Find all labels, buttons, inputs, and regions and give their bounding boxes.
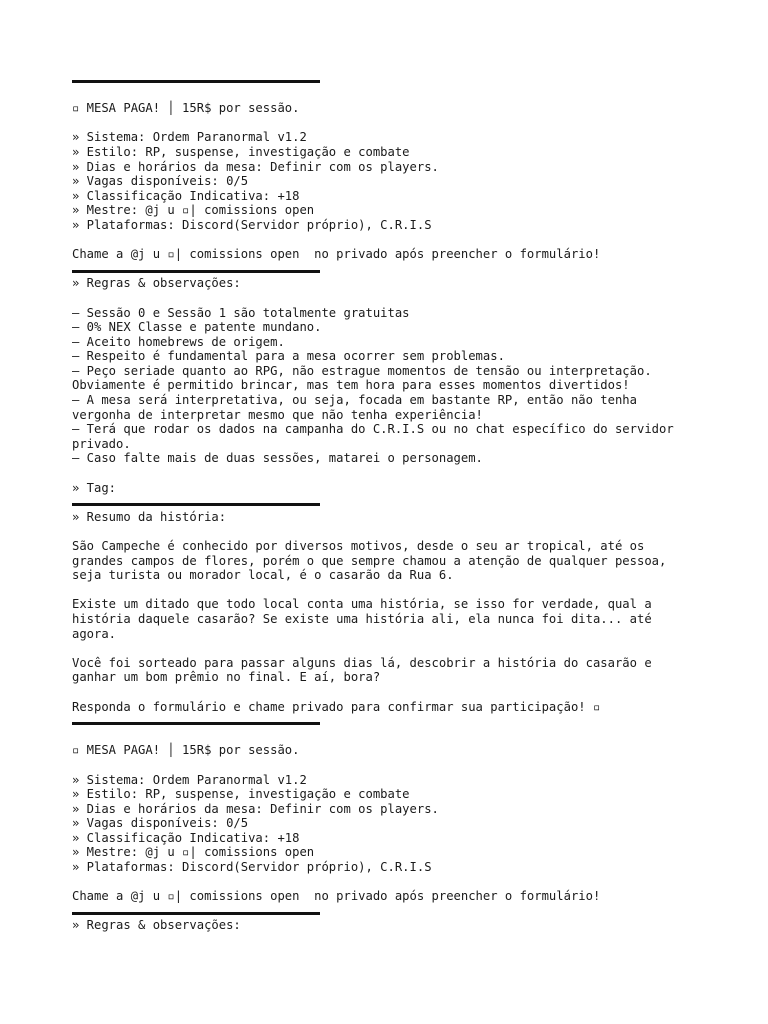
divider [72,714,712,729]
info-line: » Mestre: @j u ▫| comissions open [72,203,315,218]
rule-line: vergonha de interpretar mesmo que não tenha experiência! [72,407,483,422]
summary-line: São Campeche é conhecido por diversos motivos, desde o seu ar tropical, até os [72,539,645,553]
rule-line: — Terá que rodar os dados na campanha do C.R.I.S ou no chat específico do servidor [72,422,674,437]
info-line: » Mestre: @j u ▫| comissions open [72,845,315,860]
info-line: » Classificação Indicativa: +18 [72,830,300,845]
rule-line: — Sessão 0 e Sessão 1 são totalmente gratuitas [72,305,410,320]
rule-line: — 0% NEX Classe e patente mundano. [72,320,322,335]
summary-line: ganhar um bom prêmio no final. E aí, bora? [72,670,381,685]
info-line: » Estilo: RP, suspense, investigação e combate [72,787,410,802]
info-line: » Plataformas: Discord(Servidor próprio), C.R.I.S [72,217,432,232]
rule-line: — Peço seriade quanto ao RPG, não estrague momentos de tensão ou interpretação. [72,363,652,378]
summary-line: história daquele casarão? Se existe uma história ali, ela nunca foi dita... até [72,611,652,626]
tag-line: » Tag: [72,480,117,495]
rule-line: — A mesa será interpretativa, ou seja, focada em bastante RP, então não tenha [72,393,637,408]
info-line: » Dias e horários da mesa: Definir com os players. [72,159,439,174]
rules-heading: » Regras & observações: [72,276,241,291]
info-line: » Sistema: Ordem Paranormal v1.2 [72,772,307,787]
summary-line: grandes campos de flores, porém o que sempre chamou a atenção de qualquer pessoa, [72,553,667,568]
contact-call: Chame a @j u ▫| comissions open no privado após preencher o formulário! [72,889,601,904]
rule-line: — Respeito é fundamental para a mesa ocorrer sem problemas. [72,349,505,364]
contact-call: Chame a @j u ▫| comissions open no privado após preencher o formulário! [72,247,601,262]
info-line: » Estilo: RP, suspense, investigação e combate [72,144,410,159]
divider [72,262,712,277]
info-line: » Classificação Indicativa: +18 [72,188,300,203]
info-line: » Vagas disponíveis: 0/5 [72,816,249,831]
info-line: » Plataformas: Discord(Servidor próprio), C.R.I.S [72,860,432,875]
info-line: » Dias e horários da mesa: Definir com os players. [72,801,439,816]
rule-line: privado. [72,436,131,451]
rule-line: — Caso falte mais de duas sessões, matarei o personagem. [72,451,483,466]
document-page [72,72,712,933]
paid-table-heading: ▫ MESA PAGA! │ 15R$ por sessão. [72,101,300,116]
summary-heading: » Resumo da história: [72,509,227,524]
divider [72,72,712,87]
rule-line: Obviamente é permitido brincar, mas tem hora para esses momentos divertidos! [72,378,630,393]
info-line: » Vagas disponíveis: 0/5 [72,174,249,189]
info-line: » Sistema: Ordem Paranormal v1.2 [72,130,307,145]
paid-table-heading: ▫ MESA PAGA! │ 15R$ por sessão. [72,743,300,758]
summary-line: agora. [72,626,117,641]
summary-cta: Responda o formulário e chame privado para confirmar sua participação! ▫ [72,699,601,714]
divider [72,904,712,919]
summary-line: Existe um ditado que todo local conta uma história, se isso for verdade, qual a [72,597,652,612]
divider [72,495,712,510]
rules-heading: » Regras & observações: [72,918,241,933]
summary-line: seja turista ou morador local, é o casarão da Rua 6. [72,568,454,583]
rule-line: — Aceito homebrews de origem. [72,334,285,349]
summary-line: Você foi sorteado para passar alguns dias lá, descobrir a história do casarão e [72,655,652,670]
